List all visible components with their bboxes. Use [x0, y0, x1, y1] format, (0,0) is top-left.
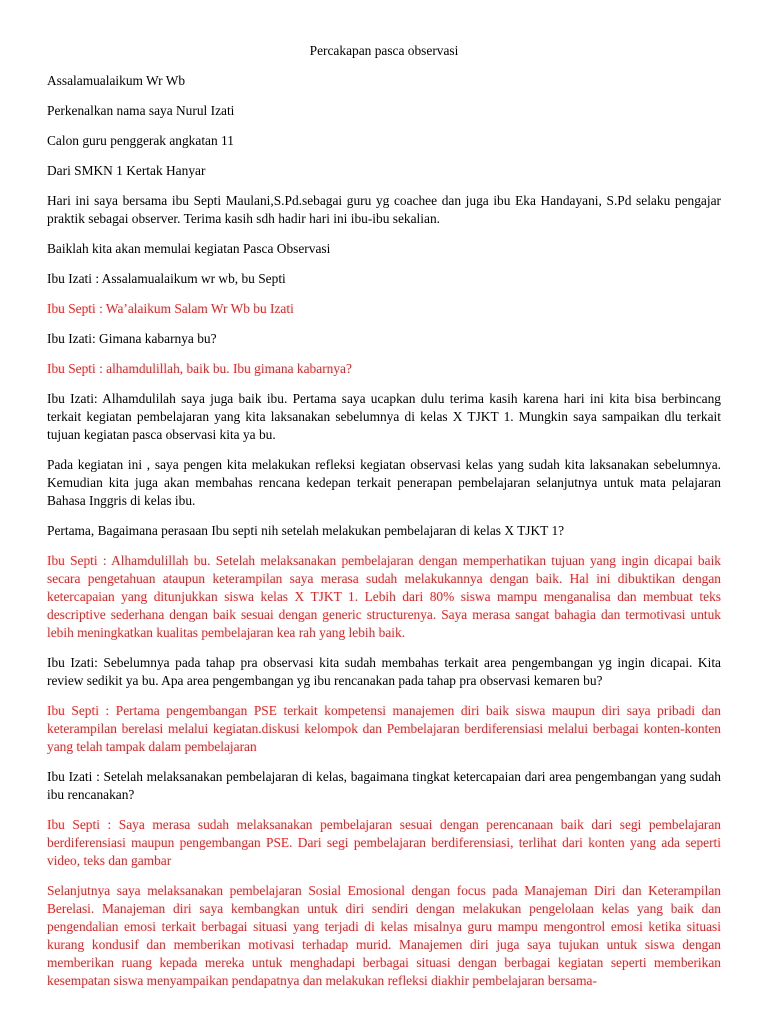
dialogue-septi: Ibu Septi : alhamdulillah, baik bu. Ibu gimana kabarnya? [47, 361, 352, 376]
paragraph-opening: Baiklah kita akan memulai kegiatan Pasca Observasi [47, 241, 331, 256]
paragraph-greeting: Assalamualaikum Wr Wb [47, 73, 186, 88]
paragraph-school: Dari SMKN 1 Kertak Hanyar [47, 163, 206, 178]
document-title: Percakapan pasca observasi [309, 43, 459, 58]
dialogue-izati: Ibu Izati: Gimana kabarnya bu? [47, 331, 217, 346]
dialogue-izati: Ibu Izati: Sebelumnya pada tahap pra observasi kita sudah membahas terkait area pengembangan yg ingin dicapai. Kita review sedikit ya bu. Apa area pengembangan yg ibu rencanakan pada tahap pra observasi kemaren bu? [47, 655, 721, 688]
dialogue-septi: Ibu Septi : Pertama pengembangan PSE terkait kompetensi manajemen diri baik siswa maupun diri saya pribadi dan keterampilan berelasi melalui kegiatan.diskusi kelompok dan Pembelajaran berdiferensiasi melalui berbagai konten-konten yang telah tampak dalam pembelajaran [47, 703, 721, 754]
paragraph-participants: Hari ini saya bersama ibu Septi Maulani,S.Pd.sebagai guru yg coachee dan juga ibu Eka Handayani, S.Pd selaku pengajar praktik sebagai observer. Terima kasih sdh hadir hari ini ibu-ibu sekalian. [47, 193, 721, 226]
paragraph-sel-continuation: Selanjutnya saya melaksanakan pembelajaran Sosial Emosional dengan focus pada Manajeman Diri dan Keterampilan Berelasi. Manajeman diri saya kembangkan untuk diri sendiri dengan melakukan pengelolaan kelas yang baik dan pengendalian emosi terkait berbagai situasi yang terjadi di kelas misalnya guru mampu mengontrol emosi ketika situasi kurang kondusif dan memberikan motivasi terhadap murid. Manajemen diri juga saya tujukan untuk siswa dengan memberikan ruang kepada mereka untuk menghadapi berbagai situasi dengan berbagai kegiatan seperti memberikan kesempatan siswa menyampaikan pendapatnya dan melakukan refleksi diakhir pembelajaran bersama- [47, 883, 721, 988]
dialogue-izati: Ibu Izati: Alhamdulilah saya juga baik ibu. Pertama saya ucapkan dulu terima kasih karena hari ini kita bisa berbincang terkait kegiatan pembelajaran yang kita laksanakan sebelumnya di kelas X TJKT 1. Mungkin saya sampaikan dlu terkait tujuan kegiatan pasca observasi kita ya bu. [47, 391, 721, 442]
paragraph-purpose: Pada kegiatan ini , saya pengen kita melakukan refleksi kegiatan observasi kelas yang sudah kita laksanakan sebelumnya. Kemudian kita juga akan membahas rencana kedepan terkait penerapan pembelajaran selanjutnya untuk mata pelajaran Bahasa Inggris di kelas ibu. [47, 457, 721, 508]
question-feeling: Pertama, Bagaimana perasaan Ibu septi nih setelah melakukan pembelajaran di kelas X TJKT 1? [47, 523, 565, 538]
dialogue-septi: Ibu Septi : Saya merasa sudah melaksanakan pembelajaran sesuai dengan perencanaan baik dari segi pembelajaran berdiferensiasi maupun pengembangan PSE. Dari segi pembelajaran berdiferensiasi, terlihat dari konten yang ada seperti video, teks dan gambar [47, 817, 721, 868]
paragraph-role: Calon guru penggerak angkatan 11 [47, 133, 234, 148]
dialogue-septi: Ibu Septi : Wa’alaikum Salam Wr Wb bu Izati [47, 301, 294, 316]
dialogue-septi: Ibu Septi : Alhamdulillah bu. Setelah melaksanakan pembelajaran dengan memperhatikan tujuan yang ingin dicapai baik secara pengetahuan ataupun keterampilan saya merasa sudah melakukannya dengan baik. Hal ini dibuktikan dengan ketercapaian yang ditunjukkan siswa kelas X TJKT 1. Lebih dari 80% siswa mampu menganalisa dan membuat teks descriptive sederhana dengan baik sesuai dengan generic structurenya. Saya merasa sangat bahagia dan termotivasi untuk lebih meningkatkan kualitas pembelajaran kea rah yang lebih baik. [47, 553, 721, 640]
paragraph-introduction: Perkenalkan nama saya Nurul Izati [47, 103, 235, 118]
dialogue-izati: Ibu Izati : Setelah melaksanakan pembelajaran di kelas, bagaimana tingkat ketercapaian dari area pengembangan yang sudah ibu rencanakan? [47, 769, 721, 802]
dialogue-izati: Ibu Izati : Assalamualaikum wr wb, bu Septi [47, 271, 286, 286]
